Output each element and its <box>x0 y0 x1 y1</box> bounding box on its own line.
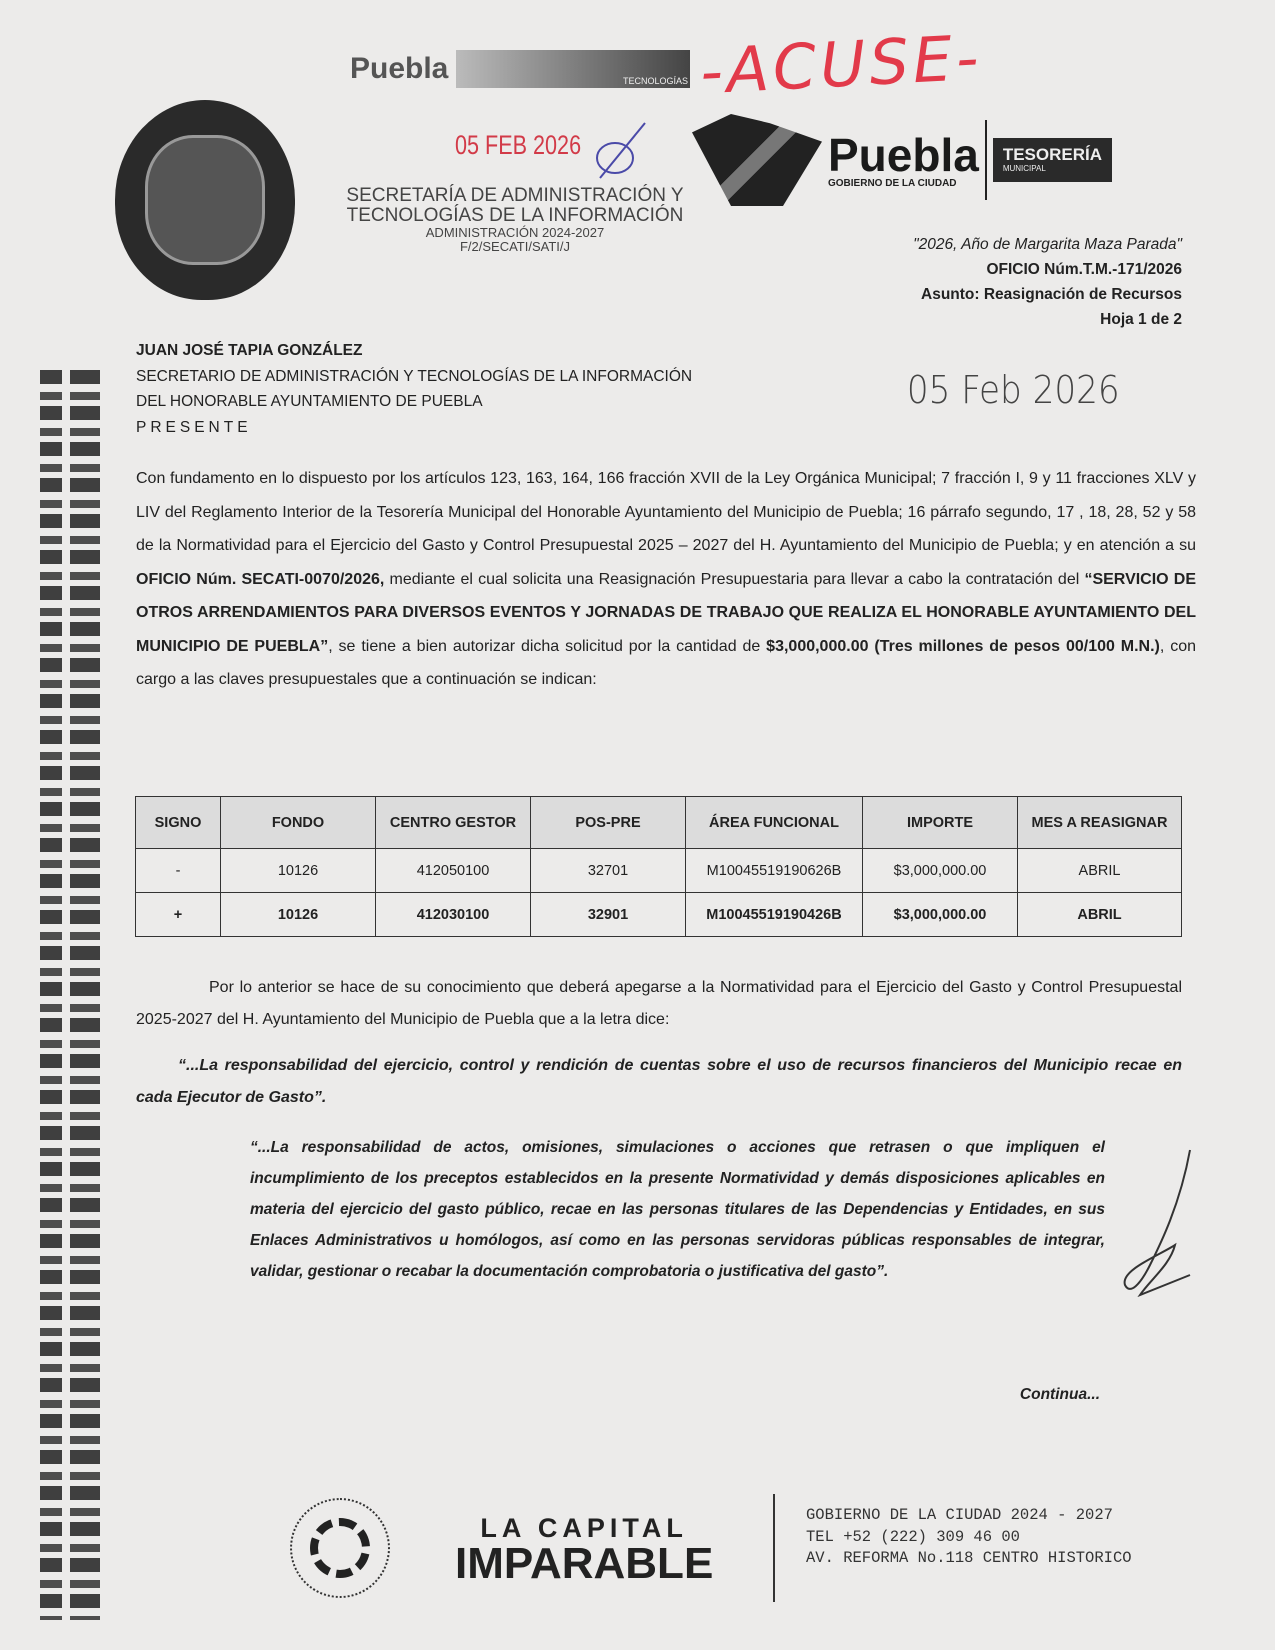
signature <box>1120 1145 1200 1305</box>
footer-contact <box>806 1505 1136 1570</box>
puebla-logo-mark <box>692 114 822 206</box>
cell: - <box>136 849 221 893</box>
text: , se tiene a bien autorizar dicha solicitud por la cantidad de <box>328 637 767 655</box>
presente: PRESENTE <box>136 418 252 436</box>
oficio-number: OFICIO Núm.T.M.-171/2026 <box>986 261 1182 278</box>
contact-line: TEL +52 (222) 309 46 00 <box>806 1527 1020 1546</box>
normativity-paragraph: Por lo anterior se hace de su conocimiento que deberá apegarse a la Normatividad para el Ejercicio del Gasto y Control Presupuestal 2025-2027 del H. Ayuntamiento del Municipio de Puebla que a la letra dice: <box>136 979 1182 1028</box>
text: Con fundamento en lo dispuesto por los artículos 123, 163, 164, 166 fracción XVII de la Ley Orgánica Municipal; 7 fracción I, 9 y 11 fracciones XLV y LIV del Reglamento Interior de la Tesorería Municipal del Honorable Ayuntamiento del Municipio de Puebla; 16 párrafo segundo, 17 , 18, 28, 52 y 58 de la Normatividad para el Ejercicio del Gasto y Control Presupuestal 2025 – 2027 del H. Ayuntamiento del Municipio de Puebla; y en atención a su <box>136 470 1196 554</box>
handwritten-acuse: -ACUSE- <box>698 20 985 109</box>
amount: $3,000,000.00 (Tres millones de pesos 00/100 M.N.) <box>766 637 1160 655</box>
secretariat-logo-sub: TECNOLOGÍAS <box>622 76 688 86</box>
cell: 10126 <box>221 849 376 893</box>
cell: $3,000,000.00 <box>863 849 1018 893</box>
request-oficio: OFICIO Núm. SECATI-0070/2026, <box>136 570 385 588</box>
logo-word: Puebla <box>828 128 979 181</box>
service-name: “SERVICIO DE OTROS ARRENDAMIENTOS PARA DIVERSOS EVENTOS Y JORNADAS DE TRABAJO QUE REALIZA EL HONORABLE AYUNTAMIENTO DEL MUNICIPIO DE PUEBLA” <box>136 570 1197 655</box>
text: , con cargo a las claves presupuestales que a continuación se indican: <box>136 637 1197 688</box>
cell: M10045519190426B <box>686 893 863 937</box>
stamp-line: TECNOLOGÍAS DE LA INFORMACIÓN <box>346 204 684 226</box>
body-paragraph <box>136 462 1196 697</box>
capital-imparable-logo <box>455 1515 713 1586</box>
handwritten-date: 05 Feb 2026 <box>906 368 1120 412</box>
footer-divider <box>773 1494 775 1602</box>
logo-sub: GOBIERNO DE LA CIUDAD <box>828 177 957 189</box>
cell: 412030100 <box>376 893 531 937</box>
quote-1: “...La responsabilidad del ejercicio, control y rendición de cuentas sobre el uso de recursos financieros del Municipio recae en cada Ejecutor de Gasto”. <box>136 1057 1182 1106</box>
secretariat-logo <box>350 38 690 100</box>
signature-initial <box>590 118 650 188</box>
recipient-name: JUAN JOSÉ TAPIA GONZÁLEZ <box>136 342 363 359</box>
cell: M10045519190626B <box>686 849 863 893</box>
equality-emblem <box>290 1498 390 1598</box>
slogan-line-2: IMPARABLE <box>455 1539 714 1588</box>
table-row <box>136 893 1182 937</box>
document-reference <box>913 232 1182 332</box>
quote-2: “...La responsabilidad de actos, omisiones, simulaciones o acciones que retrasen o que impliquen el incumplimiento de los preceptos establecidos en la presente Normatividad y demás disposiciones aplicables en materia del ejercicio del gasto público, recae en las personas titulares de las Dependencias y Entidades, en sus Enlaces Administrativos u homólogos, así como en las personas servidoras públicas responsables de integrar, validar, gestionar o recabar la documentación comprobatoria o justificativa del gasto”. <box>250 1139 1105 1280</box>
stamp-admin: ADMINISTRACIÓN 2024-2027 <box>425 224 605 240</box>
recipient-org: DEL HONORABLE AYUNTAMIENTO DE PUEBLA <box>136 393 483 410</box>
cell: + <box>136 893 221 937</box>
cell: 32701 <box>531 849 686 893</box>
contact-line: AV. REFORMA No.118 CENTRO HISTORICO <box>806 1549 1132 1567</box>
received-stamp-date: 05 FEB 2026 <box>455 130 582 160</box>
col-pos-pre: POS-PRE <box>531 797 686 849</box>
col-signo: SIGNO <box>136 797 221 849</box>
cell: $3,000,000.00 <box>863 893 1018 937</box>
text: mediante el cual solicita una Reasignación Presupuestaria para llevar a cabo la contratación del <box>384 570 1085 588</box>
budget-table <box>135 796 1182 937</box>
contact-line: GOBIERNO DE LA CIUDAD 2024 - 2027 <box>806 1506 1113 1524</box>
receipt-stamp <box>345 186 685 253</box>
logo-dept-sub: MUNICIPAL <box>1002 163 1046 173</box>
secretariat-logo-text: Puebla <box>350 52 449 85</box>
cell: ABRIL <box>1018 849 1182 893</box>
col-fondo: FONDO <box>221 797 376 849</box>
cell: 412050100 <box>376 849 531 893</box>
stamp-ref: F/2/SECATI/SATI/J <box>459 238 571 254</box>
recipient-title: SECRETARIO DE ADMINISTRACIÓN Y TECNOLOGÍAS DE LA INFORMACIÓN <box>136 367 693 385</box>
col-centro-gestor: CENTRO GESTOR <box>376 797 531 849</box>
cell: 32901 <box>531 893 686 937</box>
decorative-border <box>40 370 100 1620</box>
col-importe: IMPORTE <box>863 797 1018 849</box>
table-row <box>136 849 1182 893</box>
col-area-funcional: ÁREA FUNCIONAL <box>686 797 863 849</box>
logo-dept: TESORERÍA <box>1002 145 1103 165</box>
cell: 10126 <box>221 893 376 937</box>
page-count: Hoja 1 de 2 <box>1100 311 1182 328</box>
slogan-line-1: LA CAPITAL <box>480 1513 688 1543</box>
subject: Asunto: Reasignación de Recursos <box>921 286 1182 303</box>
city-seal <box>115 100 295 300</box>
puebla-tesoreria-logo <box>692 112 1152 208</box>
col-mes: MES A REASIGNAR <box>1018 797 1182 849</box>
year-motto: "2026, Año de Margarita Maza Parada" <box>913 236 1182 253</box>
continued-label: Continua... <box>1019 1386 1100 1403</box>
recipient-block <box>136 338 692 440</box>
stamp-line: SECRETARÍA DE ADMINISTRACIÓN Y <box>346 185 684 206</box>
cell: ABRIL <box>1018 893 1182 937</box>
